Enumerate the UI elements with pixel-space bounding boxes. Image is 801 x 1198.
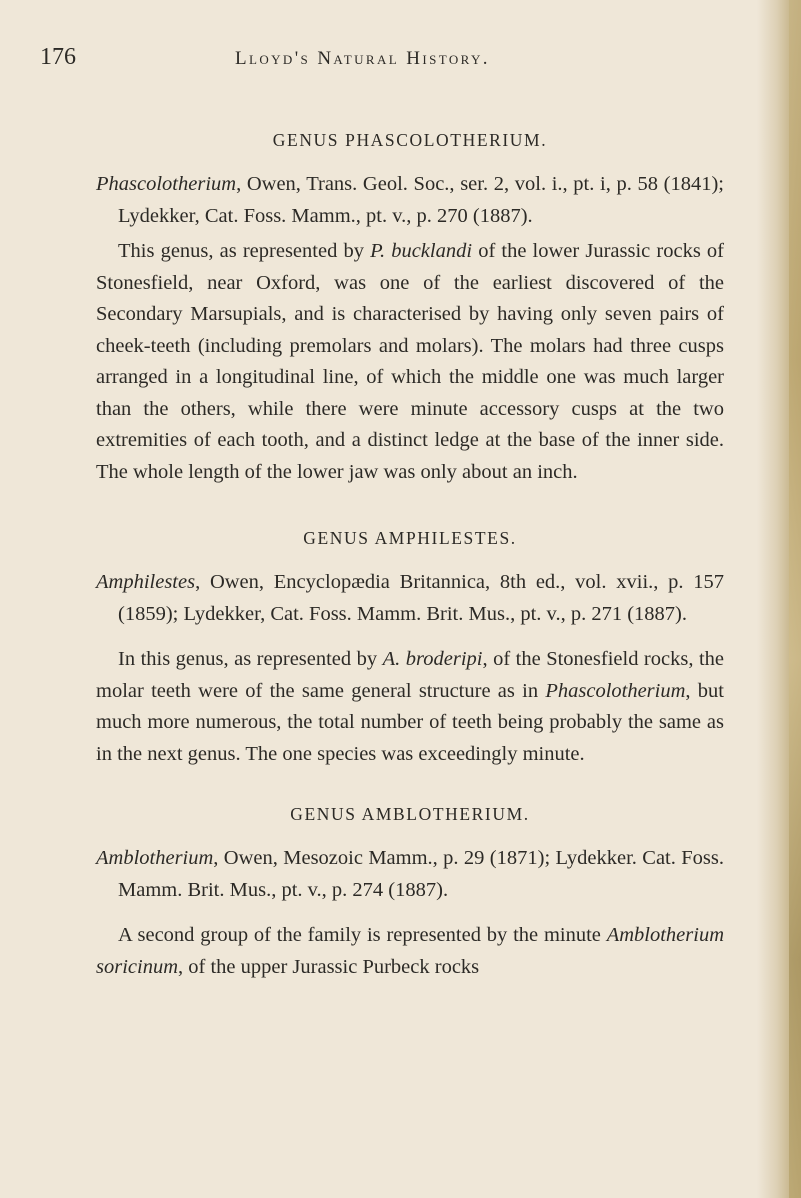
- paragraph-text: , of the upper Jurassic Purbeck rocks: [178, 955, 480, 978]
- species-name: A. broderipi: [382, 648, 483, 670]
- paragraph-text: In this genus, as represented by: [118, 648, 383, 670]
- species-name: P. bucklandi: [370, 240, 473, 262]
- section-heading-phascolotherium: GENUS PHASCOLOTHERIUM.: [272, 130, 548, 150]
- page-body: [96, 130, 724, 983]
- reference-genus-name: Amblotherium: [96, 847, 214, 869]
- reference-phascolotherium: [96, 169, 724, 232]
- paragraph-amblotherium: [96, 920, 724, 983]
- genus-name: Phascolotherium: [545, 679, 686, 702]
- page-edge-shadow: [757, 0, 801, 1198]
- reference-citation: , Owen, Trans. Geol. Soc., ser. 2, vol. i., pt. i, p. 58 (1841); Lydekker, Cat. Foss. Mamm., pt. v., p. 270 (1887).: [118, 173, 724, 227]
- paragraph-text: of the lower Jurassic rocks of Stonesfield, near Oxford, was one of the earliest discovered of the Secondary Marsupials, and is characterised by having only seven pairs of cheek-teeth (including premolars and molars). The molars had three cusps arranged in a longitudinal line, of which the middle one was much larger than the others, while there were minute accessory cusps at the two extremities of each tooth, and a distinct ledge at the base of the inner side. The whole length of the lower jaw was only about an inch.: [96, 240, 725, 483]
- running-title: Lloyd's Natural History.: [235, 48, 490, 69]
- paragraph-phascolotherium: [96, 236, 724, 488]
- reference-genus-name: Amphilestes: [96, 571, 196, 593]
- paragraph-text: A second group of the family is represented by the minute: [118, 924, 607, 946]
- running-head: [40, 44, 740, 74]
- paragraph-text: This genus, as represented by: [118, 240, 371, 262]
- paragraph-text: , of the Stonesfield rocks, the molar teeth were of the same general structure as in: [96, 648, 724, 702]
- reference-citation: , Owen, Mesozoic Mamm., p. 29 (1871); Lydekker. Cat. Foss. Mamm. Brit. Mus., pt. v., p. 274 (1887).: [118, 847, 724, 901]
- section-heading-amblotherium: GENUS AMBLOTHERIUM.: [290, 804, 530, 824]
- reference-amblotherium: [96, 843, 724, 906]
- section-heading-amphilestes: GENUS AMPHILESTES.: [303, 528, 517, 548]
- page-number: 176: [40, 44, 76, 70]
- reference-citation: , Owen, Encyclopædia Britannica, 8th ed., vol. xvii., p. 157 (1859); Lydekker, Cat. Foss. Mamm. Brit. Mus., pt. v., p. 271 (1887).: [118, 571, 724, 625]
- species-name: Amblotherium soricinum: [96, 924, 724, 978]
- paragraph-amphilestes: [96, 644, 724, 770]
- reference-genus-name: Phascolotherium: [96, 173, 237, 195]
- paragraph-text: , but much more numerous, the total number of teeth being probably the same as in the next genus. The one species was exceedingly minute.: [96, 679, 724, 765]
- reference-amphilestes: [96, 567, 724, 630]
